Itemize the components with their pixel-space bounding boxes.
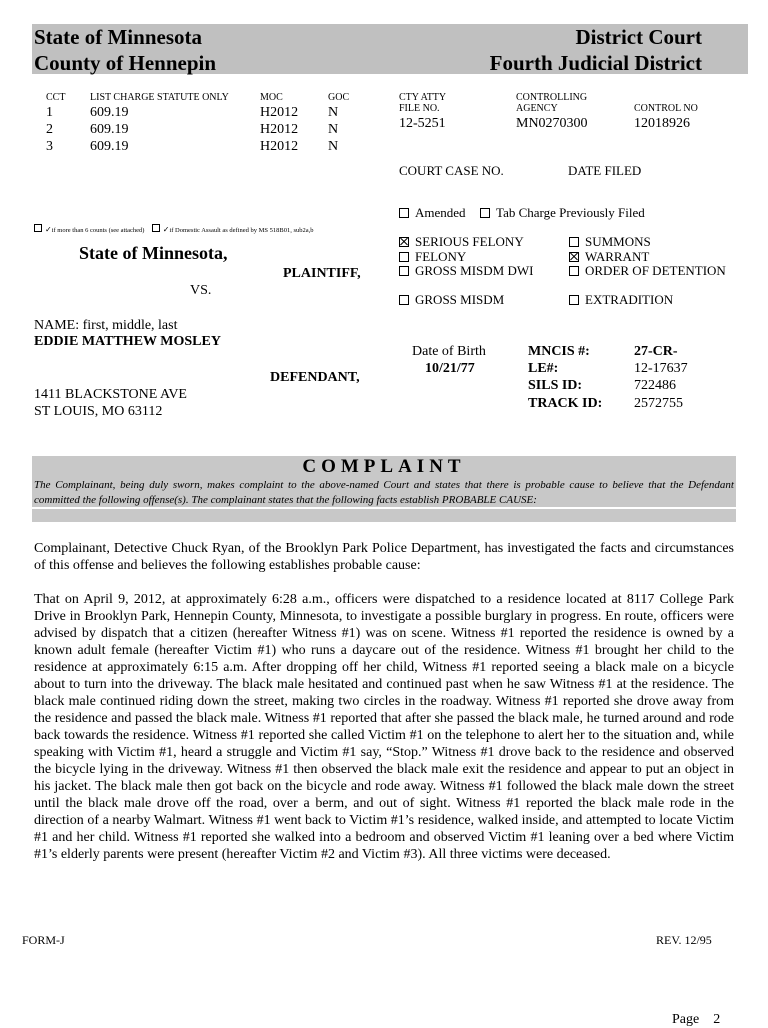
charge-cct: 3: [46, 139, 53, 154]
control-no-value: 12018926: [634, 116, 690, 131]
gross-misdm-checkbox[interactable]: [399, 295, 409, 305]
track-label: TRACK ID:: [528, 396, 603, 411]
order-detention-row: [569, 264, 726, 279]
charge-goc: N: [328, 122, 339, 137]
date-filed-label: DATE FILED: [568, 163, 642, 178]
charge-cct: 2: [46, 122, 53, 137]
charge-moc: H2012: [260, 122, 299, 137]
name-label: NAME: first, middle, last: [34, 318, 178, 333]
gross-misdm-dwi-row: [399, 264, 533, 279]
moc-header: MOC: [260, 92, 283, 103]
tab-charge-checkbox[interactable]: [480, 208, 490, 218]
felony-row: [399, 250, 466, 265]
gross-misdm-label: GROSS MISDM: [415, 292, 505, 307]
gross-misdm-dwi-checkbox[interactable]: [399, 266, 409, 276]
court-title: District Court: [575, 25, 702, 49]
amended-checkbox[interactable]: [399, 208, 409, 218]
more-than-6-checkbox[interactable]: [34, 224, 42, 232]
page-number: 2: [713, 1012, 721, 1027]
sils-value: 722486: [634, 378, 676, 393]
page-label: Page: [672, 1012, 700, 1027]
defendant-label: DEFENDANT,: [270, 370, 360, 385]
warrant-label: WARRANT: [585, 248, 650, 264]
file-no-value: 12-5251: [399, 116, 446, 131]
track-value: 2572755: [634, 396, 683, 411]
le-value: 12-17637: [634, 361, 688, 376]
agency-label: CONTROLLING: [516, 92, 588, 103]
dob-value: 10/21/77: [425, 361, 475, 376]
summons-checkbox[interactable]: [569, 237, 579, 247]
county-title: County of Hennepin: [34, 51, 217, 75]
serious-felony-row: [399, 235, 524, 250]
felony-checkbox[interactable]: [399, 252, 409, 262]
extradition-row: [569, 293, 673, 308]
more-than-6-label: if more than 6 counts (see attached): [51, 227, 145, 234]
charge-moc: H2012: [260, 105, 299, 120]
amend-row: [399, 206, 645, 221]
charge-goc: N: [328, 139, 339, 154]
form-id: FORM-J: [22, 933, 65, 947]
sils-label: SILS ID:: [528, 378, 583, 393]
agency-value: MN0270300: [516, 116, 588, 131]
mncis-label: MNCIS #:: [528, 344, 590, 359]
charge-statute: 609.19: [90, 122, 129, 137]
complaint-title: COMPLAINT: [302, 456, 466, 477]
serious-felony-checkbox[interactable]: [399, 237, 409, 247]
charge-statute: 609.19: [90, 139, 129, 154]
cty-atty-label: CTY ATTY: [399, 92, 447, 103]
small-checks: ✓if more than 6 counts (see attached) ✓if Domestic Assault as defined by MS 518B01, sub2a,b: [34, 224, 314, 234]
summons-row: [569, 235, 651, 250]
domestic-assault-label: if Domestic Assault as defined by MS 518B01, sub2a,b: [169, 227, 314, 234]
gross-misdm-row: [399, 293, 504, 308]
control-no-label: CONTROL NO: [634, 103, 698, 114]
plaintiff-name: State of Minnesota,: [79, 243, 228, 263]
goc-header: GOC: [328, 92, 350, 103]
statute-header: LIST CHARGE STATUTE ONLY: [90, 92, 229, 103]
facts-paragraph: That on April 9, 2012, at approximately 6:28 a.m., officers were dispatched to a residence located at 8117 College Park Drive in Brooklyn Park, Hennepin County, Minnesota, to investigate a possible burglary in progress. En route, officers were advised by dispatch that a citizen (hereafter Witness #1) was on scene. Witness #1 reported the residence is owned by a known adult female (hereafter Victim #1) who runs a daycare out of the residence. Witness #1 brought her child to the residence at approximately 6:15 a.m. After dropping off her child, Witness #1 reported seeing a black male on a bicycle about to turn into the driveway. The black male hesitated and continued past when he saw Witness #1 at the residence. The black male continued riding down the street, making two circles in the roadway. Witness #1 reported she drove away from the residence and passed the black male. Witness #1 reported that after she passed the black male, he turned around and rode back towards the residence. Witness #1 reported she called Victim #1 on the telephone to alert her to the situation and, while speaking with Victim #1, heard a struggle and Victim #1 say, “Stop.” Witness #1 drove back to the residence and observed the bicycle lying in the driveway. Witness #1 then observed the black male exit the residence and appear to put an object in his jacket. The black male then got back on the bicycle and rode away. Witness #1 followed the black male down the street until the black male drove off the road, over a berm, and out of sight. Witness #1 reported the black male rode in the direction of a nearby Walmart. Witness #1 went back to Victim #1’s residence, walked inside, and attempted to locate Victim #1 and her child. Witness #1 reported she walked into a bedroom and observed Victim #1 leaning over a bed where Victim #1’s elderly parents were present (hereafter Victim #2 and Victim #3). All three victims were deceased.: [34, 592, 734, 862]
domestic-assault-checkbox[interactable]: [152, 224, 160, 232]
plaintiff-label: PLAINTIFF,: [283, 266, 361, 281]
address-line-2: ST LOUIS, MO 63112: [34, 404, 163, 419]
defendant-name: EDDIE MATTHEW MOSLEY: [34, 334, 221, 349]
court-case-no-label: COURT CASE NO.: [399, 163, 504, 178]
revision: REV. 12/95: [656, 933, 712, 947]
le-label: LE#:: [528, 361, 559, 376]
versus-text: VS.: [190, 283, 212, 298]
mncis-value: 27-CR-: [634, 344, 678, 359]
address-line-1: 1411 BLACKSTONE AVE: [34, 387, 187, 402]
order-detention-checkbox[interactable]: [569, 266, 579, 276]
complaint-intro: The Complainant, being duly sworn, makes complaint to the above-named Court and states that there is probable cause to believe that the Defendant committed the following offense(s). The complainant states that the following facts establish PROBABLE CAUSE:: [34, 479, 734, 506]
file-no-label: FILE NO.: [399, 103, 440, 114]
serious-felony-label: SERIOUS FELONY: [415, 234, 524, 249]
amended-label: Amended: [415, 205, 466, 220]
order-detention-label: ORDER OF DETENTION: [585, 263, 726, 278]
felony-label: FELONY: [415, 248, 467, 264]
tab-charge-label: Tab Charge Previously Filed: [496, 205, 645, 220]
district-title: Fourth Judicial District: [489, 51, 702, 75]
charge-statute: 609.19: [90, 105, 129, 120]
summons-label: SUMMONS: [585, 234, 651, 249]
agency-label-2: AGENCY: [516, 103, 558, 114]
page-indicator: [672, 1012, 720, 1028]
charge-cct: 1: [46, 105, 53, 120]
state-title: State of Minnesota: [34, 25, 202, 49]
complaint-band-divider: [32, 507, 736, 509]
extradition-checkbox[interactable]: [569, 295, 579, 305]
dob-label: Date of Birth: [412, 344, 486, 359]
charge-goc: N: [328, 105, 339, 120]
gross-misdm-dwi-label: GROSS MISDM DWI: [415, 263, 534, 278]
extradition-label: EXTRADITION: [585, 292, 674, 307]
warrant-row: [569, 250, 649, 265]
warrant-checkbox[interactable]: [569, 252, 579, 262]
cct-header: CCT: [46, 92, 66, 103]
charge-moc: H2012: [260, 139, 299, 154]
probable-cause-intro: Complainant, Detective Chuck Ryan, of the Brooklyn Park Police Department, has investigated the facts and circumstances of this offense and believes the following establishes probable cause:: [34, 541, 734, 573]
